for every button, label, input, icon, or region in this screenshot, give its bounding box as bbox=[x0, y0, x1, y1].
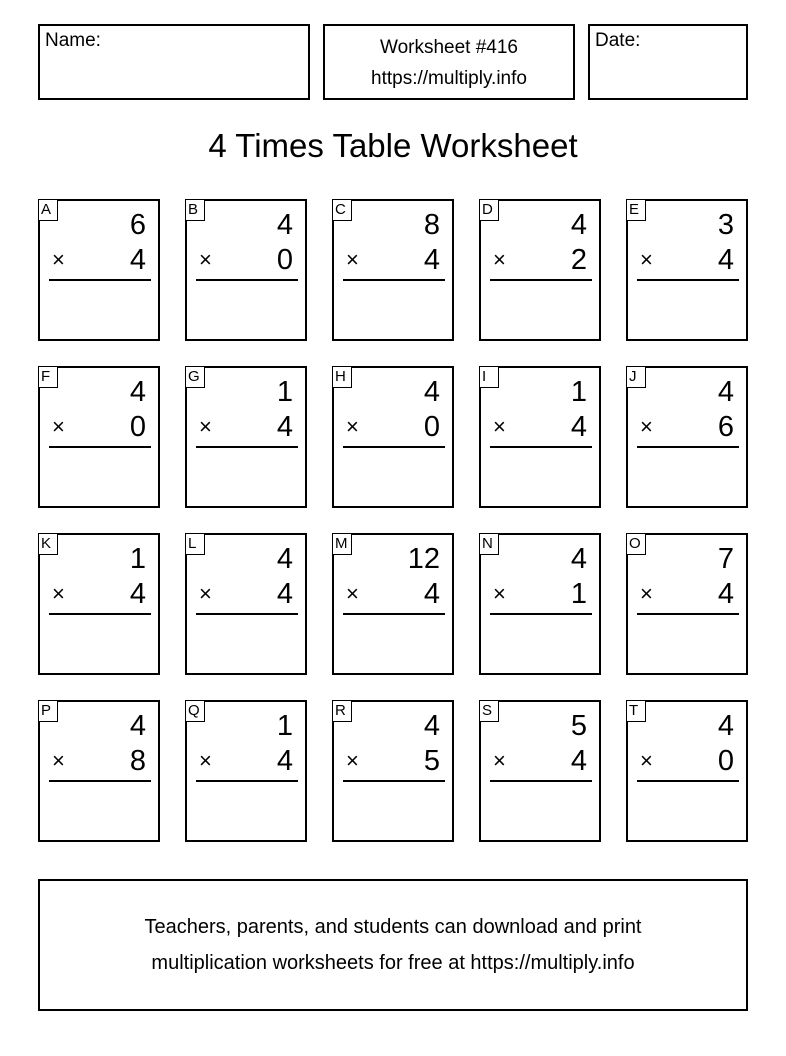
problem-card-k[interactable] bbox=[38, 533, 160, 675]
problem-card-o[interactable] bbox=[626, 533, 748, 675]
multiplier: 5 bbox=[423, 745, 440, 777]
multiplicand: 4 bbox=[423, 710, 440, 742]
multiplier: 1 bbox=[570, 578, 587, 610]
times-sign: × bbox=[52, 748, 65, 773]
multiplier: 4 bbox=[276, 578, 293, 610]
multiplicand: 4 bbox=[423, 376, 440, 408]
times-sign: × bbox=[640, 414, 653, 439]
answer-line bbox=[637, 613, 739, 615]
answer-line bbox=[343, 613, 445, 615]
times-sign: × bbox=[640, 247, 653, 272]
multiplicand: 4 bbox=[570, 543, 587, 575]
problem-letter: P bbox=[38, 700, 58, 722]
problem-letter: D bbox=[479, 199, 499, 221]
times-sign: × bbox=[493, 414, 506, 439]
worksheet-info-box bbox=[323, 24, 575, 100]
multiplier: 6 bbox=[717, 411, 734, 443]
answer-line bbox=[49, 780, 151, 782]
problem-card-q[interactable] bbox=[185, 700, 307, 842]
problem-card-d[interactable] bbox=[479, 199, 601, 341]
multiplicand: 4 bbox=[717, 710, 734, 742]
multiplicand: 4 bbox=[129, 710, 146, 742]
multiplicand: 8 bbox=[423, 209, 440, 241]
footer-box bbox=[38, 879, 748, 1011]
answer-line bbox=[196, 279, 298, 281]
answer-line bbox=[49, 279, 151, 281]
problem-card-s[interactable] bbox=[479, 700, 601, 842]
times-sign: × bbox=[52, 414, 65, 439]
problem-letter: I bbox=[479, 366, 499, 388]
answer-line bbox=[490, 446, 592, 448]
problem-card-b[interactable] bbox=[185, 199, 307, 341]
problem-letter: Q bbox=[185, 700, 205, 722]
problem-card-f[interactable] bbox=[38, 366, 160, 508]
answer-line bbox=[343, 780, 445, 782]
times-sign: × bbox=[52, 247, 65, 272]
multiplicand: 1 bbox=[276, 376, 293, 408]
footer-text-line-2: multiplication worksheets for free at https://multiply.info bbox=[151, 952, 635, 974]
problem-letter: H bbox=[332, 366, 352, 388]
times-sign: × bbox=[640, 748, 653, 773]
multiplicand: 1 bbox=[570, 376, 587, 408]
multiplicand: 6 bbox=[129, 209, 146, 241]
date-label: Date: bbox=[595, 30, 641, 51]
multiplicand: 3 bbox=[717, 209, 734, 241]
times-sign: × bbox=[493, 748, 506, 773]
footer-text-line-1: Teachers, parents, and students can download and print bbox=[144, 916, 642, 938]
answer-line bbox=[637, 446, 739, 448]
multiplicand: 4 bbox=[129, 376, 146, 408]
times-sign: × bbox=[199, 414, 212, 439]
problem-letter: A bbox=[38, 199, 58, 221]
problem-letter: N bbox=[479, 533, 499, 555]
name-field-box[interactable] bbox=[38, 24, 310, 100]
multiplier: 4 bbox=[276, 745, 293, 777]
problem-card-g[interactable] bbox=[185, 366, 307, 508]
problem-card-j[interactable] bbox=[626, 366, 748, 508]
problem-letter: L bbox=[185, 533, 205, 555]
answer-line bbox=[196, 446, 298, 448]
multiplier: 4 bbox=[717, 244, 734, 276]
problem-letter: J bbox=[626, 366, 646, 388]
answer-line bbox=[196, 613, 298, 615]
problem-card-c[interactable] bbox=[332, 199, 454, 341]
problem-letter: R bbox=[332, 700, 352, 722]
answer-line bbox=[196, 780, 298, 782]
times-sign: × bbox=[199, 247, 212, 272]
page-title: 4 Times Table Worksheet bbox=[208, 127, 578, 164]
multiplier: 4 bbox=[570, 411, 587, 443]
times-sign: × bbox=[199, 581, 212, 606]
multiplicand: 12 bbox=[407, 543, 440, 575]
problem-letter: O bbox=[626, 533, 646, 555]
multiplier: 0 bbox=[129, 411, 146, 443]
problem-card-l[interactable] bbox=[185, 533, 307, 675]
multiplicand: 1 bbox=[276, 710, 293, 742]
problem-letter: T bbox=[626, 700, 646, 722]
problem-card-n[interactable] bbox=[479, 533, 601, 675]
multiplier: 0 bbox=[717, 745, 734, 777]
worksheet-number: Worksheet #416 bbox=[379, 37, 518, 58]
times-sign: × bbox=[52, 581, 65, 606]
problem-letter: C bbox=[332, 199, 352, 221]
times-sign: × bbox=[199, 748, 212, 773]
problem-card-p[interactable] bbox=[38, 700, 160, 842]
answer-line bbox=[490, 279, 592, 281]
problem-card-h[interactable] bbox=[332, 366, 454, 508]
times-sign: × bbox=[493, 581, 506, 606]
times-sign: × bbox=[493, 247, 506, 272]
date-field-box[interactable] bbox=[588, 24, 748, 100]
multiplicand: 4 bbox=[276, 209, 293, 241]
problem-card-i[interactable] bbox=[479, 366, 601, 508]
times-sign: × bbox=[346, 748, 359, 773]
multiplier: 0 bbox=[276, 244, 293, 276]
multiplicand: 7 bbox=[717, 543, 734, 575]
multiplier: 4 bbox=[276, 411, 293, 443]
times-sign: × bbox=[346, 247, 359, 272]
answer-line bbox=[637, 780, 739, 782]
answer-line bbox=[343, 446, 445, 448]
multiplicand: 1 bbox=[129, 543, 146, 575]
multiplicand: 4 bbox=[570, 209, 587, 241]
multiplier: 4 bbox=[129, 578, 146, 610]
multiplier: 8 bbox=[129, 745, 146, 777]
multiplier: 4 bbox=[570, 745, 587, 777]
multiplier: 4 bbox=[717, 578, 734, 610]
multiplicand: 4 bbox=[276, 543, 293, 575]
problem-letter: E bbox=[626, 199, 646, 221]
times-sign: × bbox=[346, 581, 359, 606]
multiplicand: 5 bbox=[570, 710, 587, 742]
problem-card-t[interactable] bbox=[626, 700, 748, 842]
multiplier: 4 bbox=[423, 578, 440, 610]
multiplier: 4 bbox=[423, 244, 440, 276]
problem-letter: S bbox=[479, 700, 499, 722]
answer-line bbox=[490, 780, 592, 782]
problem-letter: F bbox=[38, 366, 58, 388]
problem-letter: K bbox=[38, 533, 58, 555]
answer-line bbox=[637, 279, 739, 281]
problem-card-m[interactable] bbox=[332, 533, 454, 675]
problem-letter: G bbox=[185, 366, 205, 388]
problem-card-a[interactable] bbox=[38, 199, 160, 341]
multiplier: 0 bbox=[423, 411, 440, 443]
multiplier: 2 bbox=[570, 244, 587, 276]
name-label: Name: bbox=[45, 30, 101, 51]
answer-line bbox=[490, 613, 592, 615]
times-sign: × bbox=[640, 581, 653, 606]
multiplicand: 4 bbox=[717, 376, 734, 408]
answer-line bbox=[343, 279, 445, 281]
multiplier: 4 bbox=[129, 244, 146, 276]
problem-letter: B bbox=[185, 199, 205, 221]
answer-line bbox=[49, 446, 151, 448]
problem-card-e[interactable] bbox=[626, 199, 748, 341]
worksheet-url: https://multiply.info bbox=[371, 68, 527, 89]
answer-line bbox=[49, 613, 151, 615]
times-sign: × bbox=[346, 414, 359, 439]
problem-card-r[interactable] bbox=[332, 700, 454, 842]
problem-letter: M bbox=[332, 533, 352, 555]
